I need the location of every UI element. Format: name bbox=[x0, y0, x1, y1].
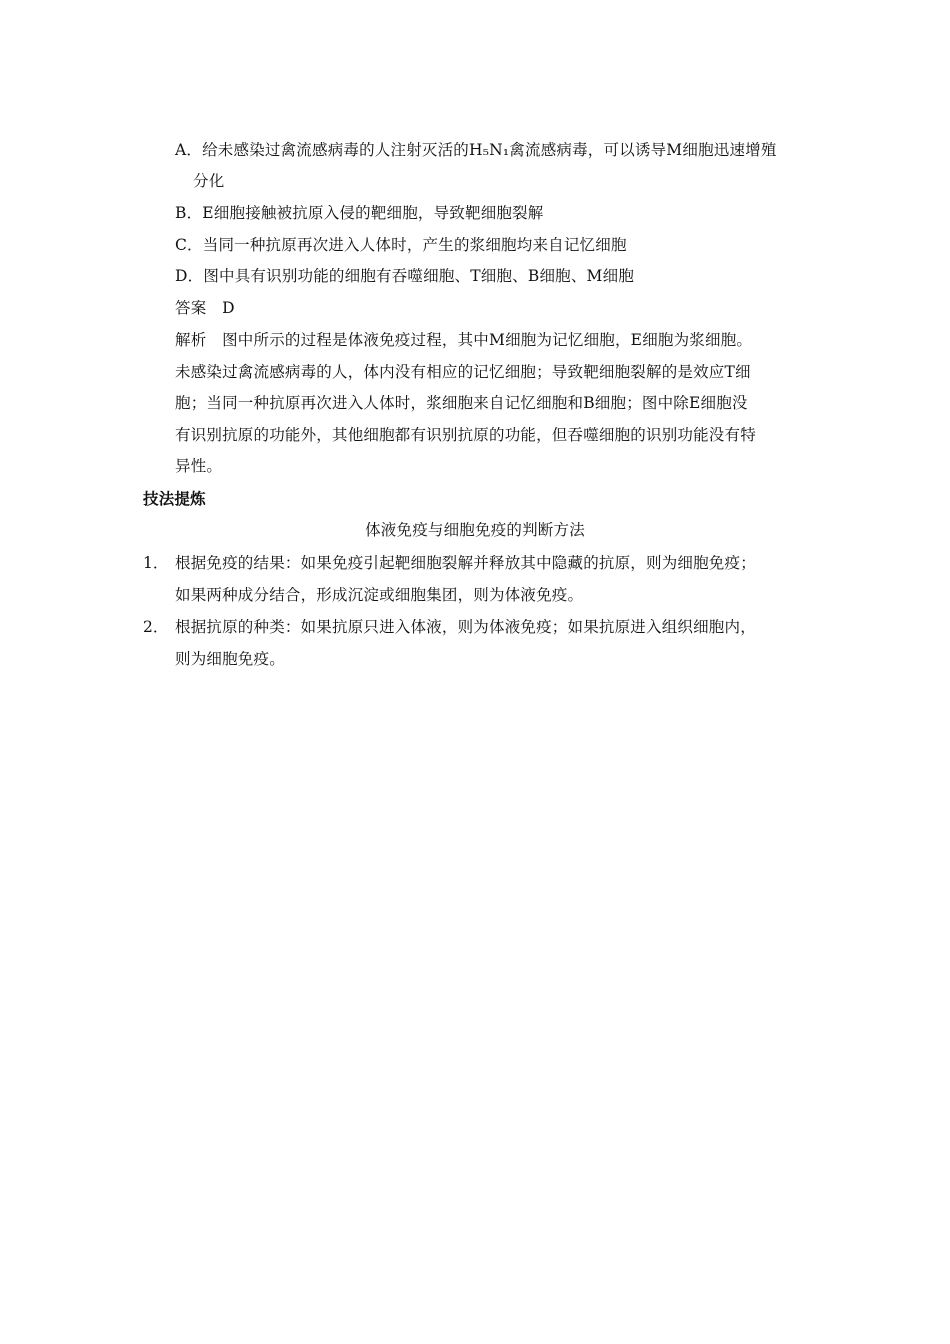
list-item-number: 1． bbox=[143, 554, 169, 572]
list-item-line2: 如果两种成分结合，形成沉淀或细胞集团，则为体液免疫。 bbox=[175, 586, 584, 604]
analysis-line3: 胞；当同一种抗原再次进入人体时，浆细胞来自记忆细胞和B细胞；图中除E细胞没 bbox=[175, 394, 748, 412]
answer-line: 答案 D bbox=[175, 299, 235, 317]
analysis-line1: 解析 图中所示的过程是体液免疫过程，其中M细胞为记忆细胞，E细胞为浆细胞。 bbox=[175, 331, 753, 349]
option-a-line2: 分化 bbox=[193, 172, 225, 190]
analysis-line4: 有识别抗原的功能外，其他细胞都有识别抗原的功能，但吞噬细胞的识别功能没有特 bbox=[175, 426, 756, 444]
option-c: C．当同一种抗原再次进入人体时，产生的浆细胞均来自记忆细胞 bbox=[175, 236, 627, 254]
section-subtitle: 体液免疫与细胞免疫的判断方法 bbox=[365, 521, 585, 539]
list-item-line1: 根据免疫的结果：如果免疫引起靶细胞裂解并释放其中隐藏的抗原，则为细胞免疫； bbox=[175, 554, 756, 572]
option-a-line1: A．给未感染过禽流感病毒的人注射灭活的H₅N₁禽流感病毒，可以诱导M细胞迅速增殖 bbox=[175, 141, 777, 159]
list-item-number: 2． bbox=[143, 618, 169, 636]
list-item-line2: 则为细胞免疫。 bbox=[175, 650, 285, 668]
option-d: D．图中具有识别功能的细胞有吞噬细胞、T细胞、B细胞、M细胞 bbox=[175, 267, 635, 285]
analysis-line2: 未感染过禽流感病毒的人，体内没有相应的记忆细胞；导致靶细胞裂解的是效应T细 bbox=[175, 363, 751, 381]
analysis-line5: 异性。 bbox=[175, 457, 223, 475]
option-b: B．E细胞接触被抗原入侵的靶细胞，导致靶细胞裂解 bbox=[175, 204, 544, 222]
section-heading: 技法提炼 bbox=[143, 490, 206, 508]
list-item-line1: 根据抗原的种类：如果抗原只进入体液，则为体液免疫；如果抗原进入组织细胞内， bbox=[175, 618, 756, 636]
